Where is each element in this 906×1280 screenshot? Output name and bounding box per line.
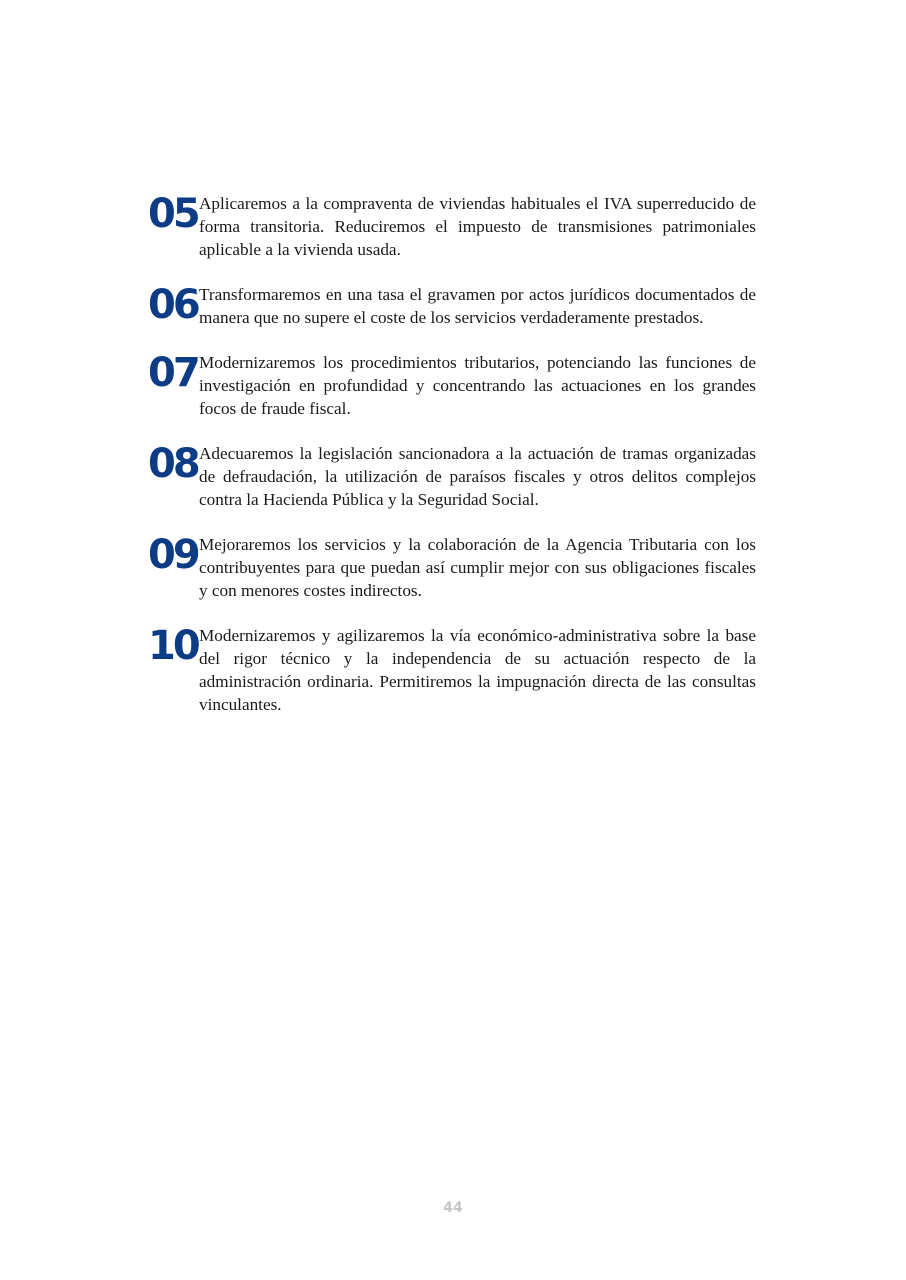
proposal-number: 05 [148, 191, 198, 237]
proposal-text: Aplicaremos a la compraventa de viviendas habituales el IVA superreducido de forma transitoria. Reduciremos el impuesto de transmisiones patrimoniales aplicable a la vivienda usada. [199, 194, 756, 259]
proposal-text: Adecuaremos la legislación sancionadora a la actuación de tramas organizadas de defraudación, la utilización de paraísos fiscales y otros delitos complejos contra la Hacienda Pública y la Seguridad Social. [199, 444, 756, 509]
proposal-item [148, 192, 756, 261]
proposal-text: Modernizaremos y agilizaremos la vía económico-administrativa sobre la base del rigor técnico y la independencia de su actuación respecto de la administración ordinaria. Permitiremos la impugnación directa de las consultas vinculantes. [199, 626, 756, 714]
proposal-number: 09 [148, 532, 198, 578]
proposal-item [148, 533, 756, 602]
proposal-number: 06 [148, 282, 198, 328]
proposal-text: Modernizaremos los procedimientos tributarios, potenciando las funciones de investigación en profundidad y concentrando las actuaciones en los grandes focos de fraude fiscal. [199, 353, 756, 418]
proposal-item [148, 283, 756, 329]
proposal-number: 07 [148, 350, 198, 396]
proposal-number: 08 [148, 441, 198, 487]
numbered-proposal-list [148, 192, 756, 738]
proposal-item [148, 351, 756, 420]
proposal-number: 10 [148, 623, 198, 669]
proposal-item [148, 624, 756, 716]
page-number: 44 [443, 1200, 463, 1216]
proposal-text: Transformaremos en una tasa el gravamen por actos jurídicos documentados de manera que no supere el coste de los servicios verdaderamente prestados. [199, 285, 756, 327]
proposal-text: Mejoraremos los servicios y la colaboración de la Agencia Tributaria con los contribuyentes para que puedan así cumplir mejor con sus obligaciones fiscales y con menores costes indirectos. [199, 535, 756, 600]
proposal-item [148, 442, 756, 511]
